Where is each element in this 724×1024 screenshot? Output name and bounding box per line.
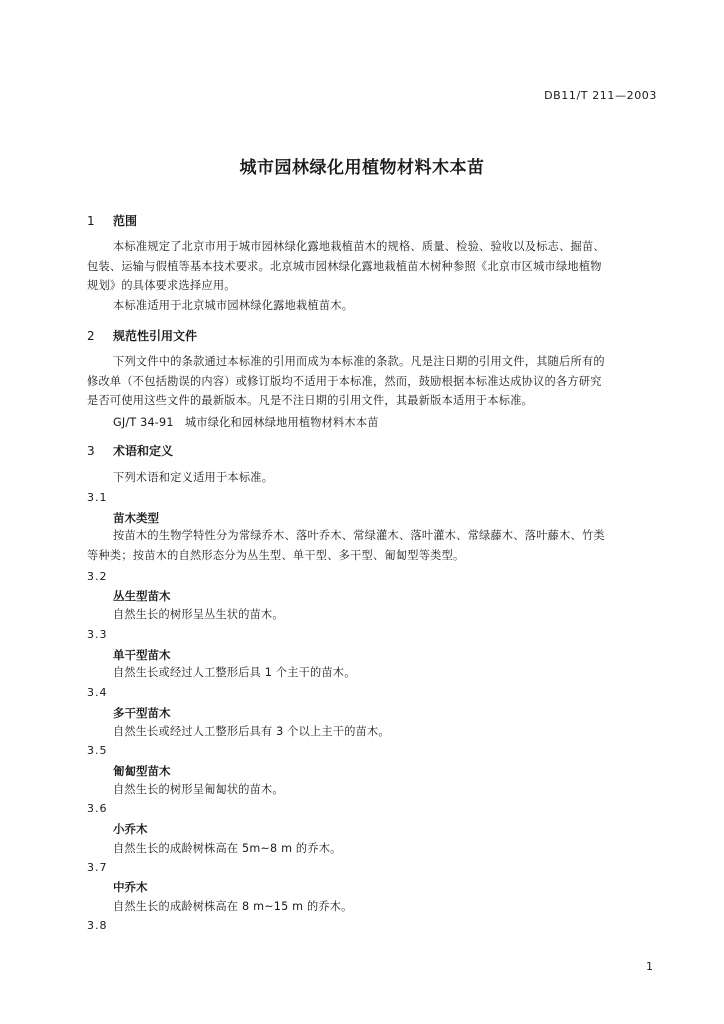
term-number: 3.2 [87,570,108,583]
term-number: 3.5 [87,744,108,757]
reference-title: 城市绿化和园林绿地用植物材料木本苗 [185,416,379,429]
paragraph-line: 本标准适用于北京城市园林绿化露地栽植苗木。 [113,299,354,312]
paragraph-line: 按苗木的生物学特性分为常绿乔木、落叶乔木、常绿灌木、落叶灌木、常绿藤木、落叶藤木、竹类 [113,529,605,542]
section-3-title: 术语和定义 [113,444,174,458]
term-name: 单干型苗木 [113,648,171,662]
term-definition [87,526,659,565]
section-2-title: 规范性引用文件 [113,329,198,343]
term-number: 3.8 [87,919,108,932]
term-definition: 自然生长的树形呈匍匐状的苗木。 [113,783,284,796]
section-1-number: 1 [87,214,95,228]
standard-number: DB11/T 211—2003 [544,89,657,102]
term-definition: 自然生长的成龄树株高在 5m~8 m 的乔木。 [113,842,342,855]
term-name: 中乔木 [113,880,148,894]
paragraph-line: 规划》的具体要求选择应用。 [87,279,236,292]
section-1-paragraph-2 [87,296,659,316]
section-2-paragraph-1 [87,352,659,411]
section-1-title: 范围 [113,214,138,228]
section-2-heading [87,327,197,344]
section-1-paragraph-1 [87,237,659,296]
section-1-heading [87,212,137,229]
term-definition: 自然生长的树形呈丛生状的苗木。 [113,608,284,621]
paragraph-line: 下列术语和定义适用于本标准。 [113,471,274,484]
term-definition: 自然生长或经过人工整形后具 1 个主干的苗木。 [113,666,356,679]
term-number: 3.4 [87,686,108,699]
page-number: 1 [646,960,653,973]
normative-reference [113,414,379,430]
paragraph-line: 本标准规定了北京市用于城市园林绿化露地栽植苗木的规格、质量、检验、验收以及标志、掘苗、 [113,240,605,253]
term-name: 匍匐型苗木 [113,764,171,778]
term-name: 苗木类型 [113,511,159,525]
reference-code: GJ/T 34-91 [113,416,174,429]
paragraph-line: 下列文件中的条款通过本标准的引用而成为本标准的条款。凡是注日期的引用文件，其随后所有的 [113,355,605,368]
section-3-heading [87,442,173,459]
term-name: 多干型苗木 [113,706,171,720]
term-number: 3.1 [87,491,108,504]
term-number: 3.7 [87,861,108,874]
document-title: 城市园林绿化用植物材料木本苗 [239,158,485,178]
paragraph-line: 是否可使用这些文件的最新版本。凡是不注日期的引用文件，其最新版本适用于本标准。 [87,394,534,407]
term-definition: 自然生长或经过人工整形后具有 3 个以上主干的苗木。 [113,725,390,738]
section-3-intro [87,468,659,488]
term-definition: 自然生长的成龄树株高在 8 m~15 m 的乔木。 [113,900,353,913]
term-number: 3.3 [87,628,108,641]
term-name: 丛生型苗木 [113,589,171,603]
term-number: 3.6 [87,802,108,815]
section-3-number: 3 [87,444,95,458]
term-name: 小乔木 [113,822,148,836]
paragraph-line: 修改单（不包括勘误的内容）或修订版均不适用于本标准，然而，鼓励根据本标准达成协议的各方研究 [87,374,602,388]
paragraph-line: 等种类；按苗木的自然形态分为丛生型、单干型、多干型、匍匐型等类型。 [87,548,465,562]
paragraph-line: 包装、运输与假植等基本技术要求。北京城市园林绿化露地栽植苗木树种参照《北京市区城市绿地植物 [87,259,602,273]
section-2-number: 2 [87,329,95,343]
